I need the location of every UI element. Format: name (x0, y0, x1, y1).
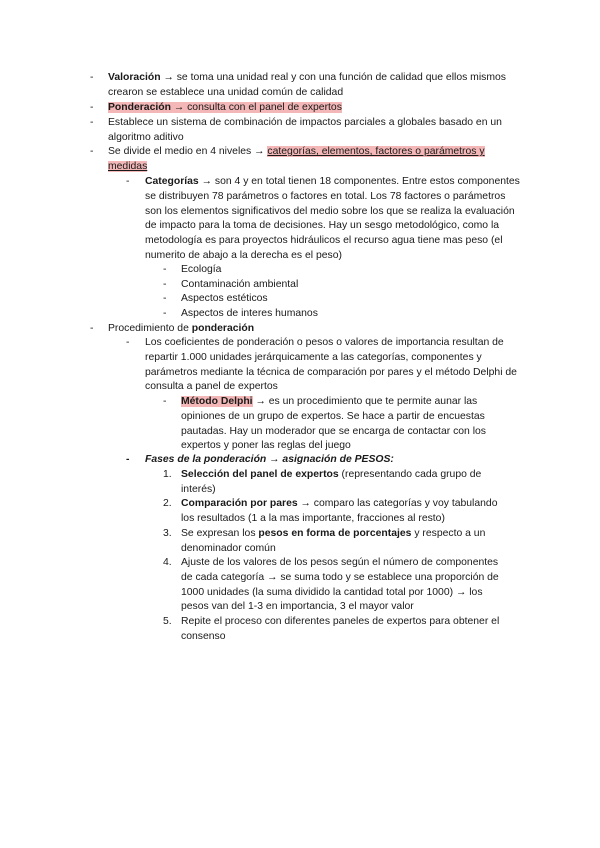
bullet-marker: - (90, 102, 94, 113)
valoracion-description: → se toma una unidad real y con una función de calidad que ellos mismos crearon se establece una unidad común de calidad (108, 72, 506, 98)
bullet-marker: - (126, 176, 130, 187)
numbered-step (163, 497, 511, 527)
step-number: 2. (163, 498, 172, 509)
list-item (163, 263, 511, 278)
step-text (181, 527, 511, 557)
delphi-description: → es un procedimiento que te permite aunar las opiniones de un grupo de expertos. Se hace a partir de encuestas pautadas. Hay un moderador que se encarga de contactar con los expertos y poner las reglas del juego (181, 396, 486, 452)
step-number: 4. (163, 557, 172, 568)
bullet-text: Establece un sistema de combinación de impactos parciales a globales basado en un algoritmo aditivo (108, 117, 502, 143)
list-item (163, 278, 511, 293)
subcategory-text: Aspectos de interes humanos (181, 308, 318, 319)
subcategory-text: Contaminación ambiental (181, 279, 299, 290)
step-text-pre: Repite el proceso con diferentes paneles de expertos para obtener el consenso (181, 616, 500, 642)
step-number: 1. (163, 469, 172, 480)
bullet-marker: - (90, 146, 94, 157)
bullet-establece (90, 116, 518, 146)
term-ponderacion: Ponderación (108, 102, 171, 113)
bullet-marker: - (163, 308, 167, 319)
bullet-text (108, 145, 518, 175)
bullet-text (108, 322, 518, 337)
bullet-marker: - (90, 323, 94, 334)
bullet-categorias (126, 175, 520, 264)
bullet-marker: - (163, 293, 167, 304)
step-number: 5. (163, 616, 172, 627)
list-item (163, 307, 511, 322)
bullet-marker: - (126, 454, 130, 465)
bullet-marker: - (163, 264, 167, 275)
highlighted-ponderacion (108, 102, 342, 113)
bullet-procedimiento (90, 322, 518, 337)
highlighted-levels: categorías, elementos, factores o parámetros y medidas (108, 146, 485, 172)
step-text-pre: Se expresan los (181, 528, 259, 539)
bullet-text (108, 101, 518, 116)
bullet-valoracion (90, 71, 518, 101)
numbered-step (163, 468, 511, 498)
step-number: 3. (163, 528, 172, 539)
bullet-delphi (163, 395, 511, 454)
step-text (181, 615, 511, 645)
categorias-description: → son 4 y en total tienen 18 componentes. Entre estos componentes se distribuyen 78 parámetros o factores en total. Los 78 factores o parámetros son los elementos significativos del medio sobre los que se realiza la evaluación de impacto para la toma de decisiones. Hay un sesgo metodológico, como la metodología es para proyectos hidráulicos el recurso agua tiene mas peso (el numerito de abajo a la derecha es el peso) (145, 176, 520, 261)
bullet-marker: - (163, 279, 167, 290)
ponderacion-description: → consulta con el panel de expertos (170, 102, 342, 113)
list-item (163, 292, 511, 307)
bullet-ponderacion (90, 101, 518, 116)
bullet-marker: - (90, 72, 94, 83)
numbered-step (163, 556, 511, 615)
bullet-text (108, 71, 518, 101)
term-categorias: Categorías (145, 176, 199, 187)
highlighted-metodo-delphi: Método Delphi (181, 396, 253, 407)
step-text (181, 497, 511, 527)
step-text-bold: pesos en forma de porcentajes (258, 528, 412, 539)
divide-intro: Se divide el medio en 4 niveles → (108, 146, 268, 157)
bullet-coeficientes (126, 336, 520, 395)
numbered-step (163, 615, 511, 645)
step-text-post: y respecto a un denominador común (181, 528, 486, 554)
bullet-text (145, 175, 520, 264)
step-text (181, 468, 511, 498)
subcategory-text: Ecología (181, 264, 222, 275)
bullet-text: Los coeficientes de ponderación o pesos o valores de importancia resultan de repartir 1.000 unidades jerárquicamente a las categorías, componentes y parámetros mediante la técnica de comparación por pares y el método Delphi de consulta a panel de expertos (145, 337, 517, 393)
bullet-text (181, 395, 511, 454)
step-text-post: (representando cada grupo de interés) (181, 469, 482, 495)
step-text-bold: Comparación por pares (181, 498, 298, 509)
numbered-step (163, 527, 511, 557)
fases-heading: Fases de la ponderación → asignación de PESOS: (145, 454, 394, 465)
step-text-pre: Ajuste de los valores de los pesos según el número de componentes de cada categoría → se suma todo y se establece una proporción de 1000 unidades (la suma dividido la cantidad total por 1000) → los pesos van del 1-3 en importancia, 3 el mayor valor (181, 557, 499, 613)
bullet-marker: - (126, 337, 130, 348)
step-text (181, 556, 511, 615)
step-text-post: → comparo las categorías y voy tabulando los resultados (1 a la mas importante, fracciones al resto) (181, 498, 498, 524)
term-ponderacion-proc: ponderación (191, 323, 255, 334)
procedimiento-intro: Procedimiento de (108, 323, 192, 334)
bullet-marker: - (90, 117, 94, 128)
subcategory-text: Aspectos estéticos (181, 293, 268, 304)
step-text-bold: Selección del panel de expertos (181, 469, 339, 480)
bullet-fases (126, 453, 520, 468)
bullet-marker: - (163, 396, 167, 407)
bullet-divide (90, 145, 518, 175)
term-valoracion: Valoración (108, 72, 161, 83)
